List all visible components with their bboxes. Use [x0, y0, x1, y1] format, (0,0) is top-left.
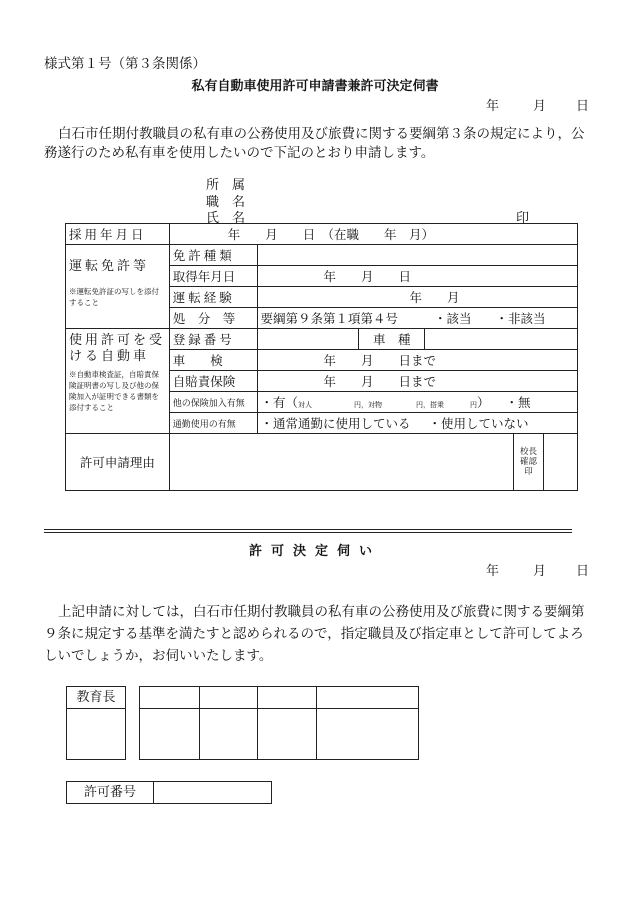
- hire-date-label: 採用年月日: [66, 224, 170, 245]
- acquisition-date-label: 取得年月日: [169, 266, 257, 287]
- permit-number-box: [66, 781, 272, 804]
- registration-number-label: 登録番号: [169, 329, 257, 350]
- insurance-yen-3: 円: [469, 401, 477, 409]
- date-day: 日: [576, 99, 590, 114]
- decision-paragraph: 上記申請に対しては，白石市任期付教職員の私有車の公務使用及び旅費に関する要綱第９条に規定する基準を満たすと認められるので，指定職員及び指定車として許可してよろしいでしょうか，お伺いいたします。: [44, 604, 585, 664]
- decision-title: 許可決定伺い: [248, 544, 381, 559]
- affiliation-label: 所 属: [206, 178, 246, 193]
- cali-label: 自賠責保険: [169, 371, 257, 392]
- date-month: 月: [533, 99, 547, 114]
- decision-date-year: 年: [486, 564, 500, 579]
- commute-no-option[interactable]: ・使用していない: [428, 416, 529, 431]
- driving-experience-label: 運転経験: [169, 287, 257, 308]
- divider-bottom: [44, 532, 572, 533]
- superintendent-label: 教育長: [67, 687, 125, 709]
- reason-label: 許可申請理由: [66, 434, 170, 491]
- decision-date-day: 日: [576, 564, 590, 579]
- commute-yes-option[interactable]: ・通常通勤に使用している: [260, 416, 411, 431]
- divider-top: [44, 529, 572, 530]
- insurance-close: ）: [476, 395, 490, 410]
- penalty-label: 処 分 等: [169, 308, 257, 329]
- superintendent-box[interactable]: [66, 686, 126, 760]
- penalty-yes-option[interactable]: ・該当: [434, 311, 472, 326]
- form-title: 私有自動車使用許可申請書兼許可決定伺書: [191, 79, 439, 94]
- penalty-no-option[interactable]: ・非該当: [495, 311, 546, 326]
- approval-stamp-grid: [139, 686, 419, 760]
- vehicle-note: ※自動車検査証，自賠責保険証明書の写し及び他の保険加入が証明できる書類を添付すること: [69, 370, 159, 412]
- registration-number-value[interactable]: [257, 329, 359, 350]
- driving-experience-value[interactable]: 年 月: [257, 287, 577, 308]
- acquisition-date-value[interactable]: 年 月 日: [257, 266, 577, 287]
- vehicle-label: 使用許可を受ける自動車: [69, 333, 166, 364]
- date-year: 年: [486, 99, 500, 114]
- intro-paragraph: 白石市任期付教職員の私有車の公務使用及び旅費に関する要綱第３条の規定により，公務遂行のため私有車を使用したいので下記のとおり申請します。: [44, 126, 585, 161]
- permit-number-label: 許可番号: [67, 782, 154, 803]
- vehicle-model-label: 車 種: [359, 329, 425, 350]
- other-insurance-no[interactable]: ・無: [505, 395, 531, 410]
- permit-number-value[interactable]: [154, 782, 271, 803]
- form-number: 様式第１号（第３条関係）: [44, 56, 206, 72]
- hire-date-value[interactable]: 年 月 日 （在職 年 月）: [169, 224, 577, 245]
- seal-mark: 印: [516, 211, 530, 226]
- job-title-label: 職 名: [206, 195, 246, 210]
- other-insurance-yes[interactable]: ・有（: [260, 395, 299, 410]
- inspection-label: 車 検: [169, 350, 257, 371]
- name-label: 氏 名: [206, 211, 246, 226]
- application-table: [65, 223, 578, 491]
- insurance-yen-1: 円，対物: [354, 401, 383, 409]
- decision-date-month: 月: [533, 564, 547, 579]
- penalty-reference: 要綱第９条第１項第４号: [260, 311, 399, 326]
- commute-use-label: 通勤使用の有無: [169, 413, 257, 434]
- principal-seal-box[interactable]: [544, 434, 578, 491]
- principal-confirmation-label: 校長確認印: [520, 447, 538, 477]
- license-label: 運転免許等: [69, 259, 150, 274]
- inspection-value[interactable]: 年 月 日まで: [257, 350, 577, 371]
- insurance-person-label: 対人: [298, 401, 313, 409]
- vehicle-model-value[interactable]: [425, 329, 578, 350]
- insurance-yen-2: 円，搭乗: [416, 401, 444, 409]
- cali-value[interactable]: 年 月 日まで: [257, 371, 577, 392]
- license-type-value[interactable]: [257, 245, 577, 266]
- license-note: ※運転免許証の写しを添付すること: [69, 287, 159, 307]
- license-type-label: 免許種類: [169, 245, 257, 266]
- other-insurance-label: 他の保険加入有無: [169, 392, 257, 413]
- reason-value[interactable]: [169, 434, 513, 491]
